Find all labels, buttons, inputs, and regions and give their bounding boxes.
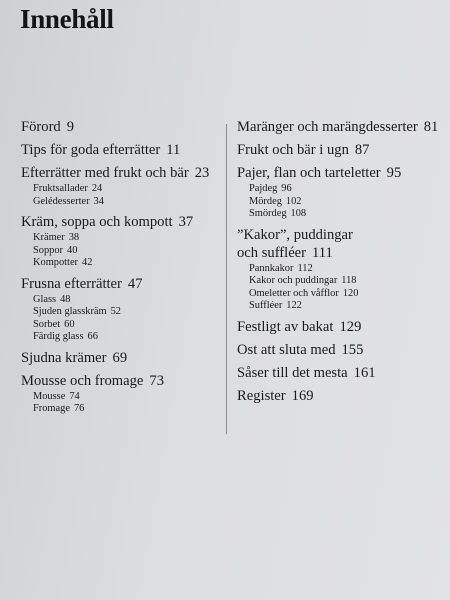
toc-entry [237,141,447,159]
toc-page-number: 23 [194,165,210,181]
toc-subentry [33,232,221,245]
toc-subentry-page-number: 102 [285,195,302,207]
toc-page-number: 169 [291,387,314,404]
toc-subentry-page-number: 24 [91,183,103,194]
toc-page-number: 111 [312,244,333,261]
toc-entry-title [21,141,221,159]
toc-entry-title [237,118,447,136]
toc-subentry-page-number: 118 [341,275,357,286]
column-divider [226,124,227,434]
toc-entry-title-line: och suffléer 111 [237,244,333,261]
toc-page-number: 161 [353,364,376,381]
toc-subentry-label: Krämer [33,232,65,243]
toc-entry [237,226,447,313]
toc-subentry-label: Sorbet [33,318,61,330]
toc-page-number: 37 [178,214,194,230]
toc-entry [237,364,447,382]
toc-page-number: 11 [166,142,181,158]
toc-page-number: 81 [423,119,439,135]
toc-subentry-page-number: 42 [82,257,93,268]
toc-entry-label: Ost att sluta med [237,341,336,358]
toc-entry-title [21,275,221,293]
toc-entry-title [237,226,447,262]
toc-subentry-page-number: 38 [68,232,80,243]
toc-subentry [249,263,447,276]
toc-subentry-label: Pannkakor [249,262,294,274]
toc-entry-title [21,349,221,367]
toc-subentry-page-number: 66 [87,331,98,342]
toc-subentry-page-number: 96 [281,183,292,194]
toc-entry-label: Sjudna krämer [21,349,107,366]
toc-entry-label: Festligt av bakat [237,318,334,335]
toc-subentry [33,306,221,319]
toc-subentry-label: Fromage [33,403,70,414]
toc-subentry [33,245,221,258]
toc-entry-title [237,318,447,336]
toc-entry-label: Efterrätter med frukt och bär [21,165,189,181]
toc-entry-title [237,387,447,405]
toc-subentry [33,196,221,209]
toc-left-column [21,118,221,421]
toc-entry [21,141,221,159]
toc-entry-label: Frukt och bär i ugn [237,142,349,158]
toc-subentries [21,391,221,416]
toc-subentries [237,183,447,221]
toc-subentry [249,196,447,209]
toc-page-number: 47 [127,275,143,292]
toc-entry [21,372,221,416]
toc-entry [21,275,221,344]
toc-subentry [249,300,447,313]
toc-entry-title [237,341,447,359]
toc-entry [237,341,447,359]
toc-entry-label: Register [237,387,286,404]
toc-subentry [33,183,221,196]
toc-entry-label: Förord [21,119,61,135]
toc-subentry-page-number: 112 [297,262,313,274]
toc-subentry-label: Smördeg [249,208,287,219]
toc-subentry-label: Sjuden glasskräm [33,306,107,317]
toc-subentry [33,257,221,270]
toc-subentry-page-number: 122 [286,300,302,311]
toc-subentry-label: Färdig glass [33,331,84,342]
toc-page-number: 95 [386,165,402,181]
toc-entry-label: Pajer, flan och tarteletter [237,165,381,181]
toc-subentry-page-number: 108 [290,208,307,219]
toc-page-number: 9 [66,119,75,135]
toc-entry [237,387,447,405]
toc-subentry-label: Kompotter [33,257,79,268]
toc-entry-title [21,118,221,136]
toc-subentry [33,319,221,332]
toc-subentry-label: Kakor och puddingar [249,275,338,286]
toc-entry-title [237,141,447,159]
toc-page-number: 73 [149,372,164,389]
toc-entry-title [21,164,221,182]
toc-subentry-label: Mördeg [249,195,282,207]
toc-entry [237,118,447,136]
toc-entry-title [237,164,447,182]
toc-entry-title [21,213,221,231]
toc-entry [21,213,221,270]
toc-entry-label: Mousse och fromage [21,372,144,389]
toc-entry-label: Maränger och marängdesserter [237,119,418,135]
toc-entry [21,349,221,367]
toc-subentry [249,275,447,288]
toc-subentry-page-number: 40 [67,244,78,256]
toc-subentry [33,403,221,416]
toc-subentry [249,288,447,301]
toc-subentry-page-number: 48 [60,293,71,305]
toc-subentries [21,183,221,208]
toc-page-number: 129 [339,318,362,335]
toc-subentry-page-number: 76 [73,403,85,414]
toc-subentry-page-number: 60 [64,318,75,330]
toc-entry-label: Såser till det mesta [237,364,348,381]
toc-subentry-label: Glass [33,293,57,305]
toc-subentries [21,232,221,270]
page-title: Innehåll [20,4,114,34]
toc-subentry-label: Suffléer [249,300,283,311]
toc-entry-label: Frusna efterrätter [21,275,122,292]
toc-entry-label: Kräm, soppa och kompott [21,214,173,230]
toc-subentry-label: Fruktsallader [33,183,88,194]
toc-subentry-page-number: 34 [93,195,104,207]
toc-entry-title [237,364,447,382]
toc-subentry-label: Soppor [33,244,64,256]
toc-subentries [237,263,447,313]
toc-subentry-label: Mousse [33,390,66,402]
toc-entry-label: Tips för goda efterrätter [21,142,161,158]
toc-subentry [33,391,221,404]
toc-entry-title-line: ”Kakor”, puddingar [237,226,353,243]
toc-page-number: 87 [354,142,370,158]
toc-subentry [249,208,447,221]
toc-entry [237,318,447,336]
toc-subentry-page-number: 74 [69,390,80,402]
toc-subentry-page-number: 52 [110,306,121,317]
toc-subentry-label: Pajdeg [249,183,278,194]
toc-entry [237,164,447,221]
toc-entry-title [21,372,221,390]
toc-subentry [249,183,447,196]
toc-entry [21,164,221,208]
toc-subentry-label: Omeletter och våfflor [249,287,339,299]
toc-right-column [237,118,447,410]
toc-subentry-page-number: 120 [342,287,359,299]
toc-entry [21,118,221,136]
toc-subentry [33,331,221,344]
toc-subentries [21,294,221,344]
toc-page-number: 69 [112,349,128,366]
toc-subentry-label: Gelédesserter [33,195,90,207]
toc-page-number: 155 [341,341,364,358]
toc-subentry [33,294,221,307]
